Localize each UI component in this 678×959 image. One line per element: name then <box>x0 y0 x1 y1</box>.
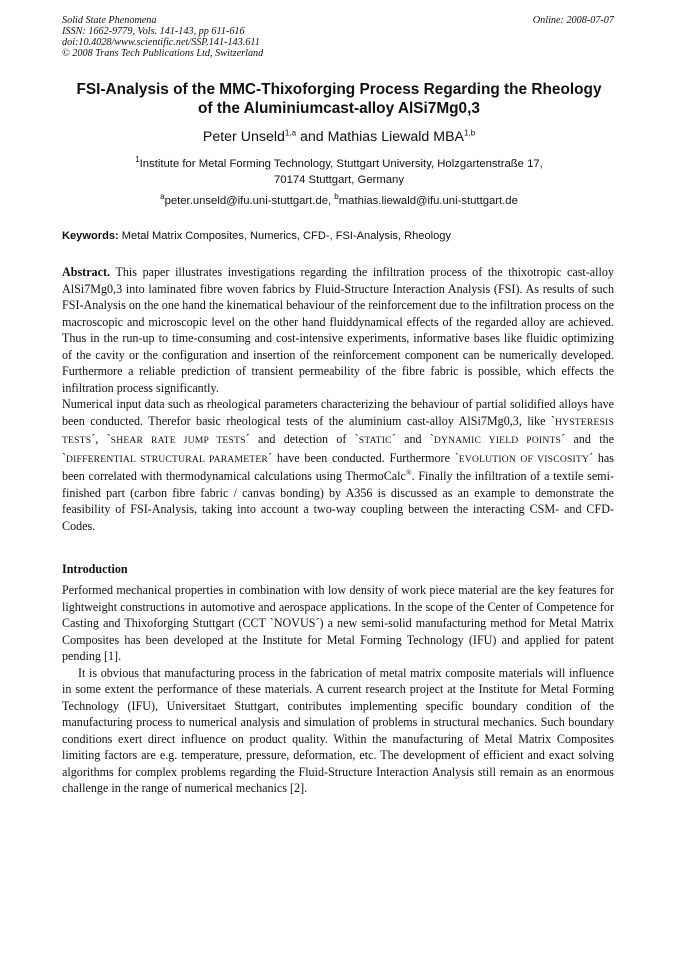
introduction-paragraph-1: Performed mechanical properties in combination with low density of work piece material are the key features for lightweight constructions in automotive and aerospace applications. In the scope of the Center of Competence for Casting and Thixoforging Stuttgart (CCT `NOVUS´) a new semi-solid manufacturing method for Metal Matrix Composites has been developed at the Institute for Metal Forming Technology (IFU) and applied for patent pending [1]. <box>62 583 614 663</box>
author-1-name: Peter Unseld <box>202 129 285 145</box>
term-evolution-of-viscosity: EVOLUTION OF VISCOSITY <box>458 453 590 465</box>
author-list <box>40 128 638 146</box>
email-a-superscript: a <box>160 192 165 202</box>
copyright-line: © 2008 Trans Tech Publications Ltd, Switzerland <box>62 48 264 59</box>
publication-info <box>62 15 614 59</box>
keywords-text: Metal Matrix Composites, Numerics, CFD-, FSI-Analysis, Rheology <box>118 230 451 242</box>
abstract-text-2c: ´ and detection of ` <box>245 432 359 446</box>
introduction-heading: Introduction <box>62 562 128 576</box>
email-a: peter.unseld@ifu.uni-stuttgart.de, <box>164 195 335 207</box>
email-b-superscript: b <box>334 192 339 202</box>
affiliation <box>80 156 598 188</box>
abstract-text-2a: Numerical input data such as rheological parameters characterizing the behaviour of partial solidified alloys have been conducted. Therefor basic rheological tests of the aluminium cast-alloy AlSi7Mg0,3, like ` <box>62 397 614 428</box>
abstract-text-2b: ´, ` <box>91 432 111 446</box>
publication-header <box>62 15 614 59</box>
affiliation-text-1: Institute for Metal Forming Technology, Stuttgart University, Holzgartenstraße 17, <box>139 158 543 170</box>
paper-title <box>58 80 620 118</box>
abstract-text-2g: ´ has been correlated with thermodynamical calculations using ThermoCalc <box>62 450 614 483</box>
author-emails <box>40 193 638 209</box>
keywords <box>62 229 614 243</box>
introduction-paragraph-2: It is obvious that manufacturing process in the fabrication of metal matrix composite materials will influence in some extent the performance of these materials. A current research project at the Institute for Metal Forming Technology (IFU), Universitaet Stuttgart, contributes implementing specific boundary condition of the manufacturing process to numerical analysis and simulation of problems in structural mechanics. Such boundary conditions exert direct influence on product quality. Within the manufacturing of Metal Matrix Composites limiting factors are e.g. temperature, pressure, deformation, etc. The development of efficient and exact solving algorithms for complex problems regarding the Fluid-Structure Interaction Analysis still remain as an enormous challenge in the range of numerical mechanics [2]. <box>62 665 614 795</box>
abstract-paragraph-1 <box>62 264 614 396</box>
journal-name: Solid State Phenomena <box>62 15 157 26</box>
abstract-text-2e: ´ and the ` <box>62 432 614 465</box>
term-shear-rate-jump-tests: SHEAR RATE JUMP TESTS <box>110 435 246 446</box>
email-b: mathias.liewald@ifu.uni-stuttgart.de <box>338 195 518 207</box>
affiliation-line-2: 70174 Stuttgart, Germany <box>274 174 404 186</box>
term-dynamic-yield-points: DYNAMIC YIELD POINTS <box>433 435 562 446</box>
title-line-2: of the Aluminiumcast-alloy AlSi7Mg0,3 <box>198 100 480 117</box>
abstract-section <box>62 264 614 534</box>
author-2-name: Mathias Liewald MBA <box>327 129 464 145</box>
author-conjunction: and <box>296 129 328 145</box>
doi-line: doi:10.4028/www.scientific.net/SSP.141-143.611 <box>62 37 260 48</box>
registered-mark: ® <box>405 467 412 477</box>
term-differential-structural-parameter: DIFFERENTIAL STRUCTURAL PARAMETER <box>66 453 269 465</box>
author-1-superscript: 1,a <box>284 128 297 138</box>
introduction-section <box>62 582 614 797</box>
online-date: Online: 2008-07-07 <box>532 15 614 26</box>
abstract-label: Abstract. <box>62 265 111 279</box>
term-hysteresis-tests: HYSTERESIS TESTS <box>62 416 614 446</box>
abstract-text-2f: ´ have been conducted. Furthermore ` <box>268 450 459 465</box>
abstract-text-1: This paper illustrates investigations regarding the infiltration process of the thixotropic cast-alloy AlSi7Mg0,3 into laminated fibre woven fabrics by Fluid-Structure Interaction Analysis (FSI). As results of such FSI-Analysis on the one hand the kinematical behaviour of the reinforcement due to the infiltration process on the macroscopic and microscopic level on the other hand fluiddynamical effects of the regarded alloy are achieved. Thus in the run-up to time-consuming and cost-intensive experiments, informative bases like fluidic optimizing of the cavity or the configuration and insertion of the reinforcement component can be numerically developed. Furthermore a reliable prediction of transient permeability of the fibre fabric is possible, which effects the infiltration process significantly. <box>62 265 614 395</box>
issn-line: ISSN: 1662-9779, Vols. 141-143, pp 611-616 <box>62 26 245 37</box>
keywords-label: Keywords: <box>62 230 119 242</box>
affiliation-superscript: 1 <box>135 155 140 165</box>
abstract-text-2h: . Finally the infiltration of a textile semi-finished part (carbon fibre fabric / canvas bonding) by A356 is discussed as an example to demonstrate the feasibility of FSI-Analysis, taking into account a two-way coupling between the interacting CSM- and CFD-Codes. <box>62 469 614 533</box>
abstract-paragraph-2 <box>62 396 614 534</box>
author-2-superscript: 1,b <box>464 128 476 138</box>
title-line-1: FSI-Analysis of the MMC-Thixoforging Process Regarding the Rheology <box>76 81 602 98</box>
term-static: STATIC <box>358 435 392 446</box>
affiliation-line-1 <box>80 156 598 172</box>
abstract-text-2d: ´ and ` <box>391 432 434 446</box>
